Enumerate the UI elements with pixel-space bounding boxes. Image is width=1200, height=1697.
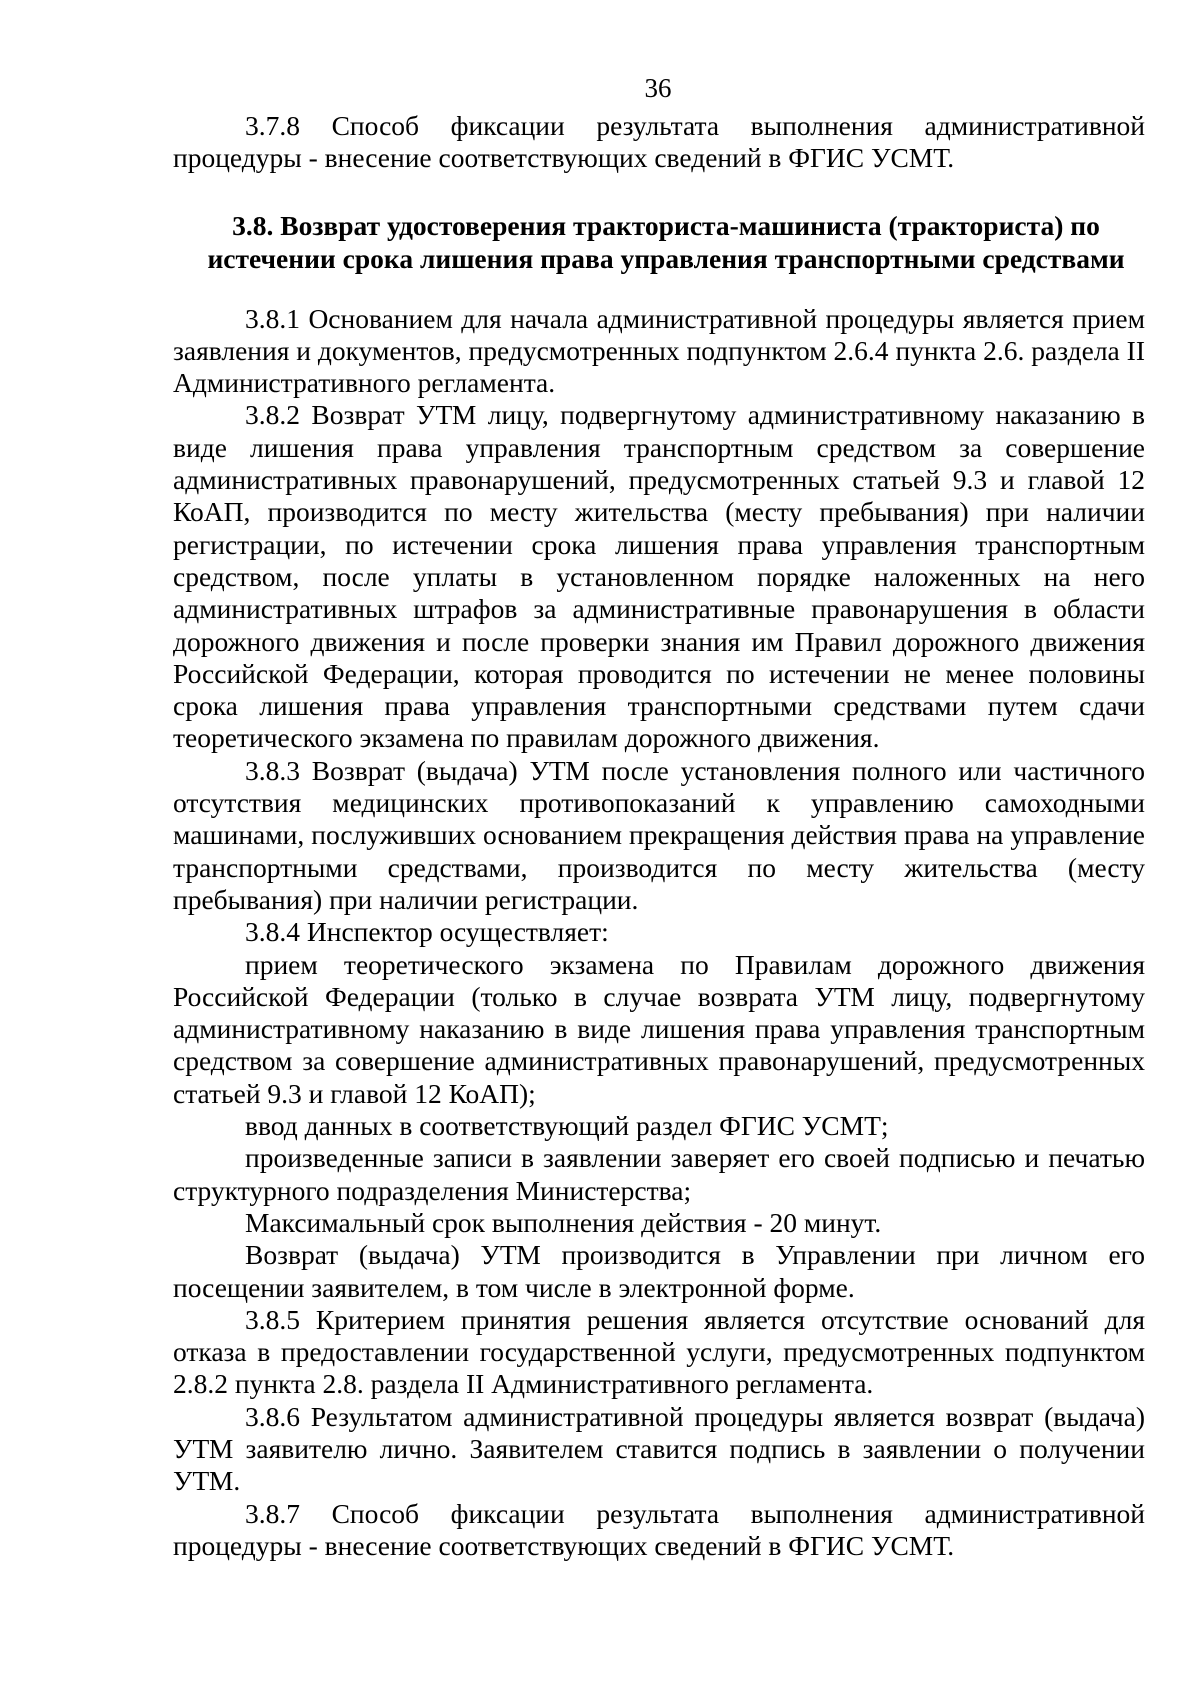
page-number: 36 (644, 73, 672, 103)
paragraph-3-8-7: 3.8.7 Способ фиксации результата выполнения административной процедуры - внесение соответствующих сведений в ФГИС УСМТ. (173, 1497, 1145, 1561)
paragraph-3-8-3: 3.8.3 Возврат (выдача) УТМ после установления полного или частичного отсутствия медицинских противопоказаний к управлению самоходными машинами, послуживших основанием прекращения действия права на управление транспортными средствами, производится по месту жительства (месту пребывания) при наличии регистрации. (173, 754, 1145, 915)
max-duration-paragraph: Максимальный срок выполнения действия - 20 минут. (245, 1206, 882, 1238)
paragraph-3-8-2: 3.8.2 Возврат УТМ лицу, подвергнутому административному наказанию в виде лишения права управления транспортным средством за совершение административных правонарушений, предусмотренных статьей 9.3 и главой 12 КоАП, производится по месту жительства (месту пребывания) при наличии регистрации, по истечении срока лишения права управления транспортным средством, после уплаты в установленном порядке наложенных на него административных штрафов за административные правонарушения в области дорожного движения и после проверки знания им Правил дорожного движения Российской Федерации, которая проводится по истечении не менее половины срока лишения права управления транспортными средствами путем сдачи теоретического экзамена по правилам дорожного движения. (173, 399, 1145, 754)
section-heading (173, 209, 1145, 275)
section-heading-line-1: 3.8. Возврат удостоверения тракториста-машиниста (тракториста) по (232, 209, 1100, 241)
section-heading-line-2: истечении срока лишения права управления транспортными средствами (207, 242, 1125, 274)
intro-paragraph: 3.7.8 Способ фиксации результата выполнения административной процедуры - внесение соответствующих сведений в ФГИС УСМТ. (173, 110, 1145, 174)
paragraph-3-8-1: 3.8.1 Основанием для начала административной процедуры является прием заявления и документов, предусмотренных подпунктом 2.6.4 пункта 2.6. раздела II Административного регламента. (173, 302, 1145, 399)
paragraph-3-8-6: 3.8.6 Результатом административной процедуры является возврат (выдача) УТМ заявителю лично. Заявителем ставится подпись в заявлении о получении УТМ. (173, 1400, 1145, 1497)
list-item-exam: прием теоретического экзамена по Правилам дорожного движения Российской Федерации (только в случае возврата УТМ лицу, подвергнутому административному наказанию в виде лишения права управления транспортным средством за совершение административных правонарушений, предусмотренных статьей 9.3 и главой 12 КоАП); (173, 948, 1145, 1109)
list-item-data-entry: ввод данных в соответствующий раздел ФГИС УСМТ; (245, 1110, 889, 1142)
return-location-paragraph: Возврат (выдача) УТМ производится в Управлении при личном его посещении заявителем, в том числе в электронной форме. (173, 1239, 1145, 1303)
list-item-certification: произведенные записи в заявлении заверяет его своей подписью и печатью структурного подразделения Министерства; (173, 1142, 1145, 1206)
document-body (173, 110, 1145, 1562)
paragraph-3-8-4: 3.8.4 Инспектор осуществляет: (245, 916, 609, 948)
paragraph-3-8-5: 3.8.5 Критерием принятия решения является отсутствие оснований для отказа в предоставлении государственной услуги, предусмотренных подпунктом 2.8.2 пункта 2.8. раздела II Административного регламента. (173, 1303, 1145, 1400)
